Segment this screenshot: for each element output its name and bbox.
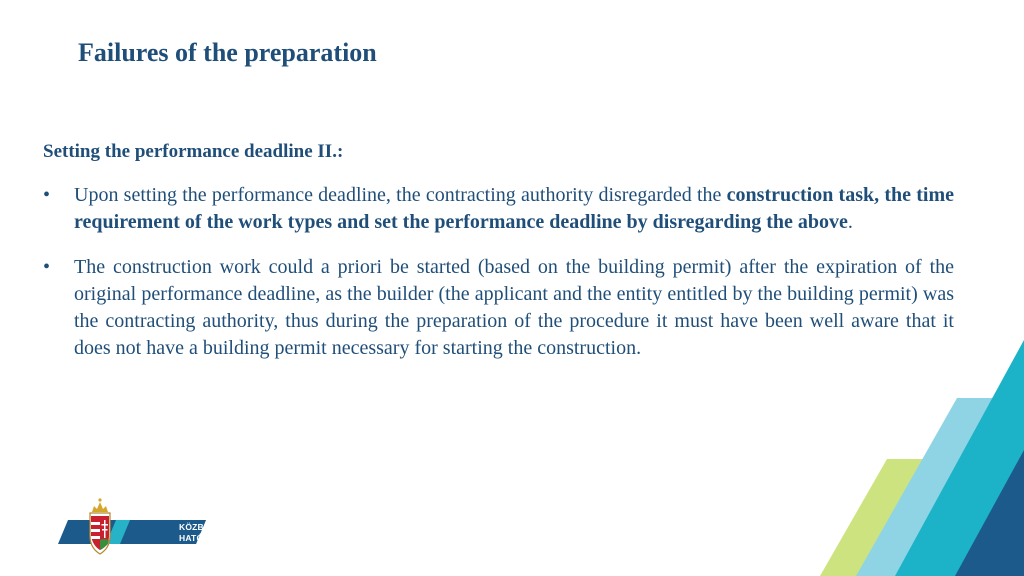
bullet-text: Upon setting the performance deadline, the contracting authority disregarded the bbox=[74, 184, 727, 206]
bullet-marker: • bbox=[43, 255, 51, 278]
slide-title: Failures of the preparation bbox=[78, 38, 377, 67]
slide-subtitle: Setting the performance deadline II.: bbox=[43, 141, 344, 162]
shield-stripe bbox=[91, 536, 100, 539]
bullet-text-end: . bbox=[636, 337, 642, 360]
bullet-text-end: . bbox=[847, 211, 853, 234]
bullet-text: The construction work could a priori be started (based on the building permit) after the expiration of the original performance deadline, as the builder (the applicant and the entity entitled by the building permit) was the contracting authority, thus during the preparation of the procedure it must have been well aware that it does not have a building permit necessary for starting the construction bbox=[74, 255, 954, 360]
shield-stripe bbox=[91, 522, 100, 525]
logo-text-line2: HATÓSÁG bbox=[179, 533, 223, 543]
bullet-item bbox=[43, 182, 954, 237]
bullet-list bbox=[43, 182, 954, 380]
logo-text-line1: KÖZBESZERZÉSI bbox=[179, 522, 253, 532]
bullet-item bbox=[43, 254, 954, 363]
shield-stripe bbox=[91, 529, 100, 532]
bullet-marker: • bbox=[43, 184, 51, 206]
crown-icon bbox=[92, 502, 108, 512]
authority-logo bbox=[56, 496, 253, 560]
crown-cross-icon bbox=[98, 498, 101, 501]
bullet-text-bold: construction task, the time requirement of the work types and set the performance deadline by disregarding the above bbox=[74, 184, 954, 234]
